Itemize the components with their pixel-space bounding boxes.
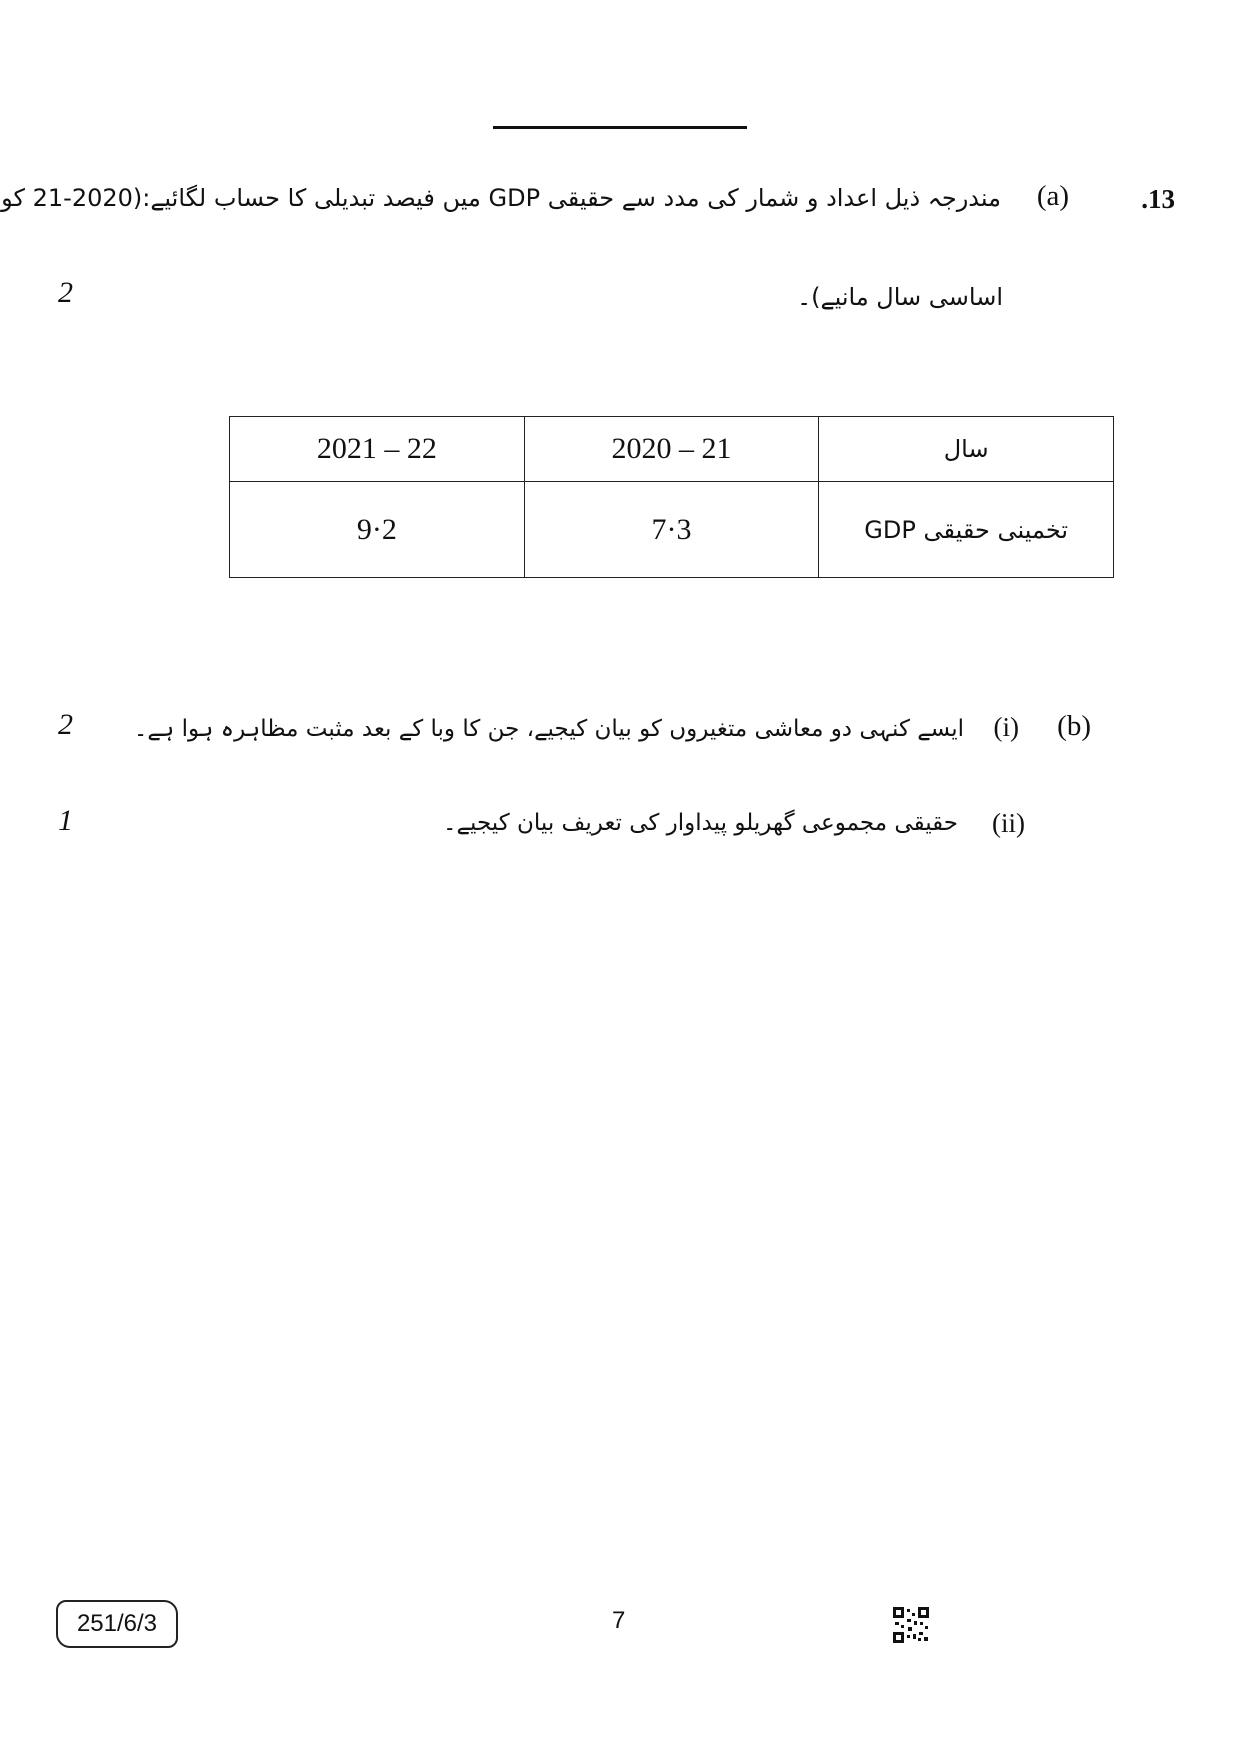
part-b-i-label: (i) (993, 712, 1019, 742)
table-header-row (230, 417, 1114, 482)
part-a-marks: 2 (58, 276, 73, 309)
part-b-i-marks: 2 (58, 708, 73, 741)
table-row-label: تخمینی حقیقی GDP (819, 482, 1114, 578)
part-a-label: (a) (1036, 180, 1069, 212)
gdp-table (229, 416, 1114, 578)
table-header-cell: 2021 – 22 (230, 417, 525, 482)
part-b-label: (b) (1057, 710, 1091, 742)
paper-code: 251/6/3 (76, 1610, 158, 1637)
part-a-text-line1: مندرجہ ذیل اعداد و شمار کی مدد سے حقیقی GDP میں فیصد تبدیلی کا حساب لگائیے:(2020-21 کو (1, 184, 1001, 212)
paper-code-box (56, 1600, 178, 1648)
top-divider (493, 126, 747, 129)
table-cell-value: 7·3 (524, 482, 819, 578)
part-a-text-line2: اساسی سال مانیے)۔ (797, 283, 1003, 311)
table-header-cell: سال (819, 417, 1114, 482)
table-row (230, 482, 1114, 578)
question-number: .13 (1141, 184, 1175, 214)
part-b-ii-label: (ii) (992, 808, 1025, 838)
table-header-cell: 2020 – 21 (524, 417, 819, 482)
qr-code-icon (893, 1607, 929, 1643)
part-b-ii-marks: 1 (58, 804, 73, 837)
table-cell-value: 9·2 (230, 482, 525, 578)
part-b-ii-text: حقیقی مجموعی گھریلو پیداوار کی تعریف بیان کیجیے۔ (443, 810, 958, 836)
part-b-i-text: ایسے کنہی دو معاشی متغیروں کو بیان کیجیے، جن کا وبا کے بعد مثبت مظاہرہ ہوا ہے۔ (133, 716, 964, 742)
page-number: 7 (612, 1607, 626, 1634)
